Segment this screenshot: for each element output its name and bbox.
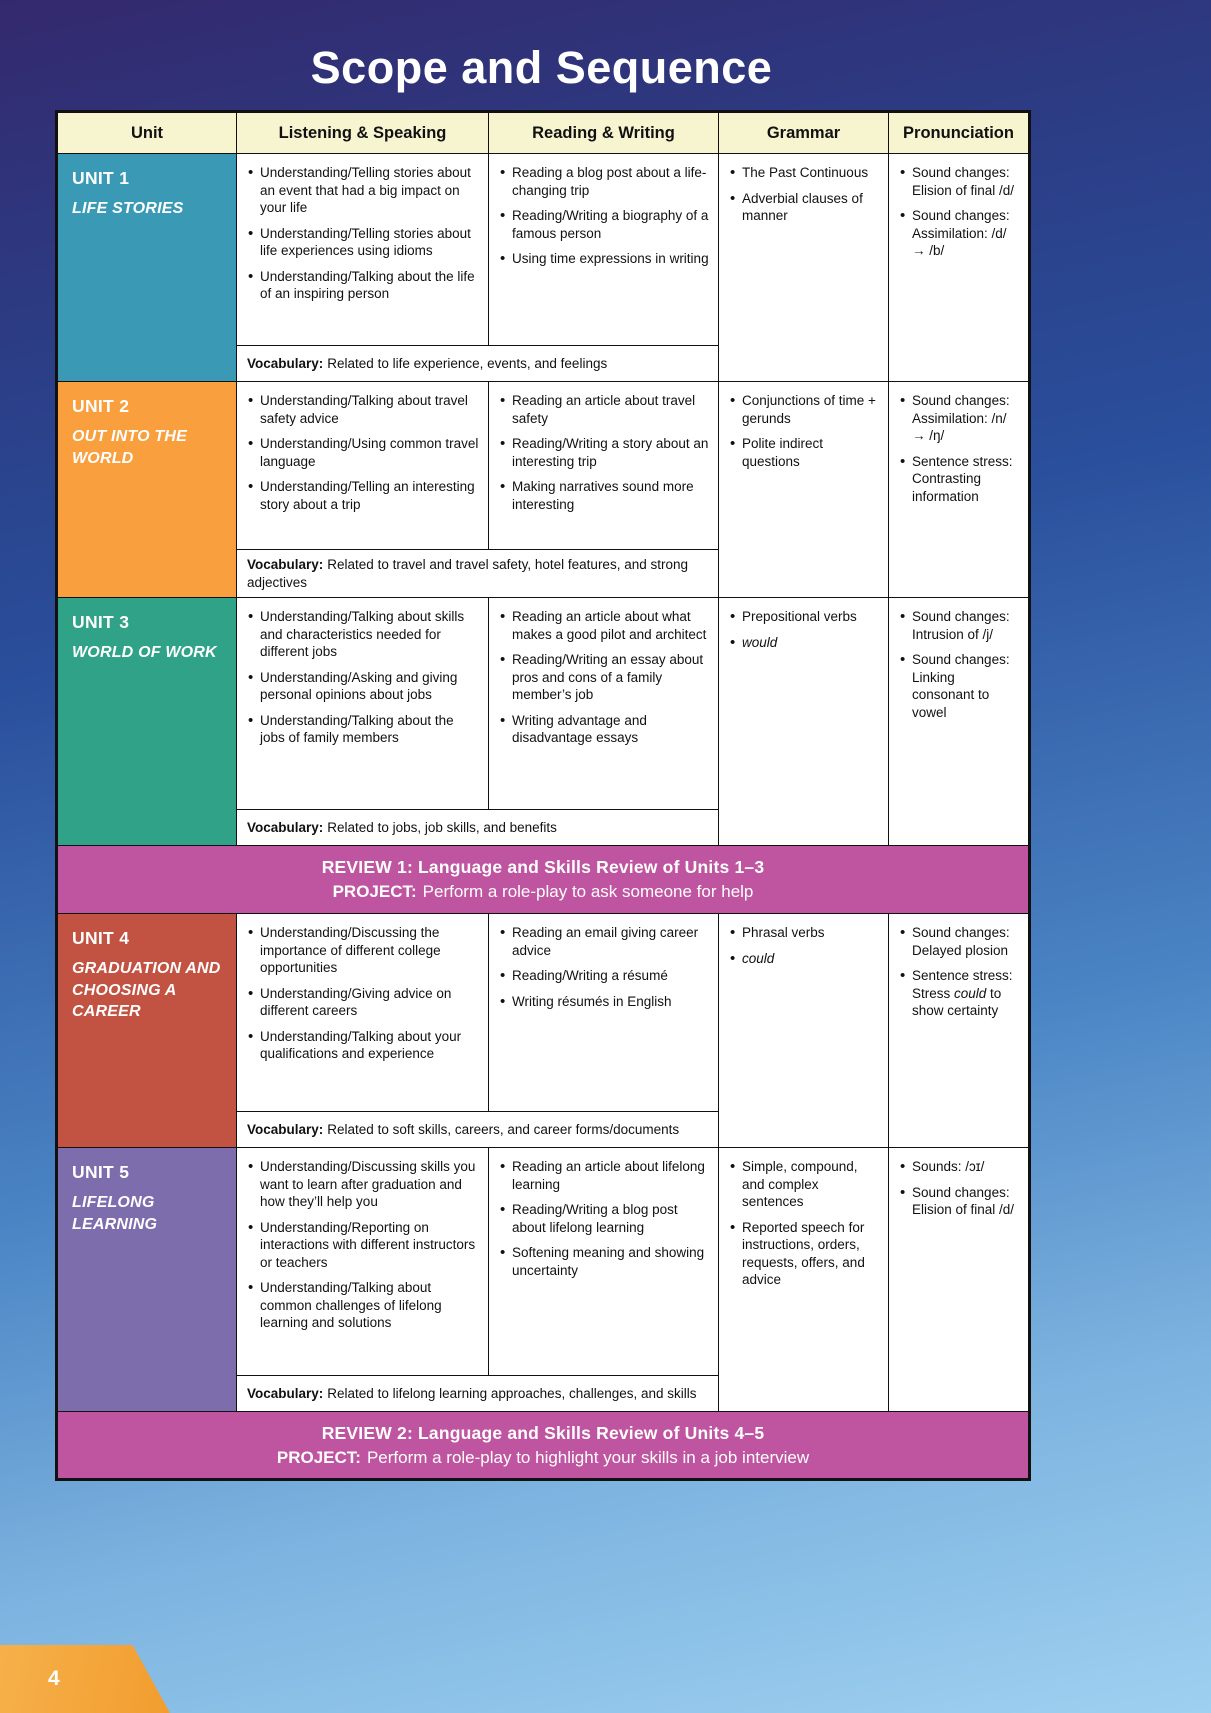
project-label: PROJECT: [332,882,417,901]
bullet-item: • Reading an article about travel safety [499,392,710,427]
unit-title: OUT INTO THE WORLD [72,428,187,467]
bullet-list [247,392,480,513]
bullet-list [247,924,480,1063]
grammar-cell [719,154,889,382]
column-header-pronunciation: Pronunciation [889,112,1030,154]
bullet-list [899,924,1020,1020]
vocabulary-cell [237,346,719,382]
unit-row [57,382,1030,550]
vocabulary-text: Related to soft skills, careers, and career forms/documents [327,1121,680,1137]
bullet-item: • Understanding/Reporting on interactions with different instructors or teachers [247,1219,480,1272]
bullet-item: • Softening meaning and showing uncertainty [499,1244,710,1279]
bullet-item: • Understanding/Telling stories about life experiences using idioms [247,225,480,260]
bullet-item: • Understanding/Discussing the importance of different college opportunities [247,924,480,977]
pronunciation-cell [889,1148,1030,1412]
bullet-item: • Sound changes: Assimilation: /d/ → /b/ [899,207,1020,260]
column-header-reading-writing: Reading & Writing [489,112,719,154]
bullet-item: • Sound changes: Elision of final /d/ [899,1184,1020,1219]
project-label: PROJECT: [276,1447,361,1467]
vocabulary-label: Vocabulary: [247,556,324,572]
bullet-item: • Understanding/Talking about travel safety advice [247,392,480,427]
unit-row [57,154,1030,346]
bullet-list [247,1158,480,1332]
bullet-item: • Writing résumés in English [499,993,710,1011]
bullet-item: • The Past Continuous [729,164,880,182]
unit-cell [57,382,237,598]
unit-row [57,1148,1030,1376]
bullet-item: • Reported speech for instructions, orders, requests, offers, and advice [729,1219,880,1289]
vocabulary-cell [237,810,719,846]
bullet-list [729,608,880,651]
bullet-item: • Sentence stress: Stress could to show certainty [899,967,1020,1020]
bullet-list [899,392,1020,505]
page-title: Scope and Sequence [310,42,773,93]
bullet-item: • Reading an article about lifelong learning [499,1158,710,1193]
pronunciation-cell [889,382,1030,598]
unit-id: UNIT 2 [72,396,130,416]
unit-cell [57,1148,237,1412]
pronunciation-cell [889,598,1030,846]
bullet-item: • Understanding/Asking and giving personal opinions about jobs [247,669,480,704]
review-project [64,882,1022,902]
listening-speaking-cell [237,598,489,810]
bullet-item: • Understanding/Using common travel language [247,435,480,470]
review-banner [57,1412,1030,1480]
column-header-listening-speaking: Listening & Speaking [237,112,489,154]
bullet-list [899,1158,1020,1219]
bullet-item: • Reading an article about what makes a good pilot and architect [499,608,710,643]
bullet-item: • Sound changes: Delayed plosion [899,924,1020,959]
vocabulary-text: Related to life experience, events, and feelings [327,355,608,371]
unit-cell [57,914,237,1148]
unit-id: UNIT 1 [72,168,130,188]
unit-id: UNIT 5 [72,1162,130,1182]
bullet-item: • Writing advantage and disadvantage essays [499,712,710,747]
pronunciation-cell [889,914,1030,1148]
bullet-item: • Sound changes: Intrusion of /j/ [899,608,1020,643]
vocabulary-label: Vocabulary: [247,1121,324,1137]
bullet-item: • would [729,634,880,652]
unit-title: WORLD OF WORK [72,644,217,661]
grammar-cell [719,382,889,598]
bullet-item: • Sentence stress: Contrasting information [899,453,1020,506]
bullet-list [499,924,710,1010]
bullet-item: • Understanding/Telling an interesting story about a trip [247,478,480,513]
unit-title: LIFELONG LEARNING [72,1194,158,1233]
grammar-cell [719,1148,889,1412]
bullet-item: • Making narratives sound more interesting [499,478,710,513]
bullet-list [499,608,710,747]
bullet-item: • Conjunctions of time + gerunds [729,392,880,427]
bullet-item: • Reading/Writing a blog post about lifelong learning [499,1201,710,1236]
vocabulary-cell [237,1376,719,1412]
unit-row [57,914,1030,1112]
bullet-item: • Understanding/Telling stories about an event that had a big impact on your life [247,164,480,217]
vocabulary-label: Vocabulary: [247,355,324,371]
footer-accent-shape [0,1645,170,1713]
review-banner [57,846,1030,914]
page-footer [0,1645,1211,1713]
vocabulary-label: Vocabulary: [247,819,324,835]
unit-title: LIFE STORIES [72,200,184,217]
page-container [55,0,1028,1481]
bullet-item: • Phrasal verbs [729,924,880,942]
pronunciation-cell [889,154,1030,382]
bullet-item: • Polite indirect questions [729,435,880,470]
bullet-item: • Reading/Writing a story about an interesting trip [499,435,710,470]
bullet-item: • Understanding/Talking about your qualifications and experience [247,1028,480,1063]
reading-writing-cell [489,382,719,550]
reading-writing-cell [489,598,719,810]
unit-cell [57,598,237,846]
bullet-item: • Understanding/Giving advice on different careers [247,985,480,1020]
review-title: REVIEW 2: Language and Skills Review of Units 4–5 [321,1422,765,1443]
unit-cell [57,154,237,382]
bullet-item: • Sound changes: Elision of final /d/ [899,164,1020,199]
bullet-item: • Reading/Writing an essay about pros and cons of a family member’s job [499,651,710,704]
bullet-item: • Reading/Writing a biography of a famous person [499,207,710,242]
project-text: Perform a role-play to ask someone for help [422,882,754,901]
bullet-list [729,1158,880,1289]
review-row [57,846,1030,914]
column-header-unit: Unit [57,112,237,154]
vocabulary-cell [237,1112,719,1148]
column-header-grammar: Grammar [719,112,889,154]
reading-writing-cell [489,1148,719,1376]
review-row [57,1412,1030,1480]
bullet-item: • Simple, compound, and complex sentences [729,1158,880,1211]
bullet-item: • Sound changes: Assimilation: /n/ → /ŋ/ [899,392,1020,445]
bullet-list [899,164,1020,260]
bullet-list [499,164,710,268]
bullet-item: • Understanding/Talking about the life of an inspiring person [247,268,480,303]
grammar-cell [719,598,889,846]
vocabulary-text: Related to lifelong learning approaches, challenges, and skills [327,1385,697,1401]
listening-speaking-cell [237,914,489,1112]
vocabulary-label: Vocabulary: [247,1385,324,1401]
bullet-list [729,164,880,225]
project-text: Perform a role-play to highlight your skills in a job interview [366,1447,810,1467]
bullet-item: • Reading/Writing a résumé [499,967,710,985]
reading-writing-cell [489,914,719,1112]
bullet-item: • Prepositional verbs [729,608,880,626]
listening-speaking-cell [237,382,489,550]
unit-row [57,598,1030,810]
table-header-row [57,112,1030,154]
bullet-list [247,164,480,303]
scope-sequence-table [55,110,1031,1481]
page-number: 4 [48,1667,60,1690]
unit-id: UNIT 3 [72,612,130,632]
bullet-list [729,924,880,967]
bullet-list [499,392,710,513]
grammar-cell [719,914,889,1148]
vocabulary-text: Related to jobs, job skills, and benefits [327,819,557,835]
vocabulary-text: Related to travel and travel safety, hotel features, and strong adjectives [247,556,688,590]
bullet-item: • Reading an email giving career advice [499,924,710,959]
listening-speaking-cell [237,154,489,346]
review-title: REVIEW 1: Language and Skills Review of Units 1–3 [321,857,765,877]
bullet-list [899,608,1020,721]
bullet-item: • Adverbial clauses of manner [729,190,880,225]
listening-speaking-cell [237,1148,489,1376]
vocabulary-cell [237,550,719,598]
bullet-item: • Sound changes: Linking consonant to vowel [899,651,1020,721]
review-project [64,1448,1022,1468]
unit-title: GRADUATION AND CHOOSING A CAREER [72,960,221,1021]
bullet-item: • Understanding/Discussing skills you want to learn after graduation and how they’ll help you [247,1158,480,1211]
bullet-item: • Reading a blog post about a life-changing trip [499,164,710,199]
unit-id: UNIT 4 [72,928,130,948]
bullet-item: • Understanding/Talking about the jobs of family members [247,712,480,747]
bullet-item: • Using time expressions in writing [499,250,710,268]
bullet-list [247,608,480,747]
bullet-item: • Understanding/Talking about common challenges of lifelong learning and solutions [247,1279,480,1332]
bullet-item: • Sounds: /ɔɪ/ [899,1158,1020,1176]
bullet-list [729,392,880,470]
bullet-list [499,1158,710,1279]
bullet-item: • Understanding/Talking about skills and characteristics needed for different jobs [247,608,480,661]
reading-writing-cell [489,154,719,346]
bullet-item: • could [729,950,880,968]
